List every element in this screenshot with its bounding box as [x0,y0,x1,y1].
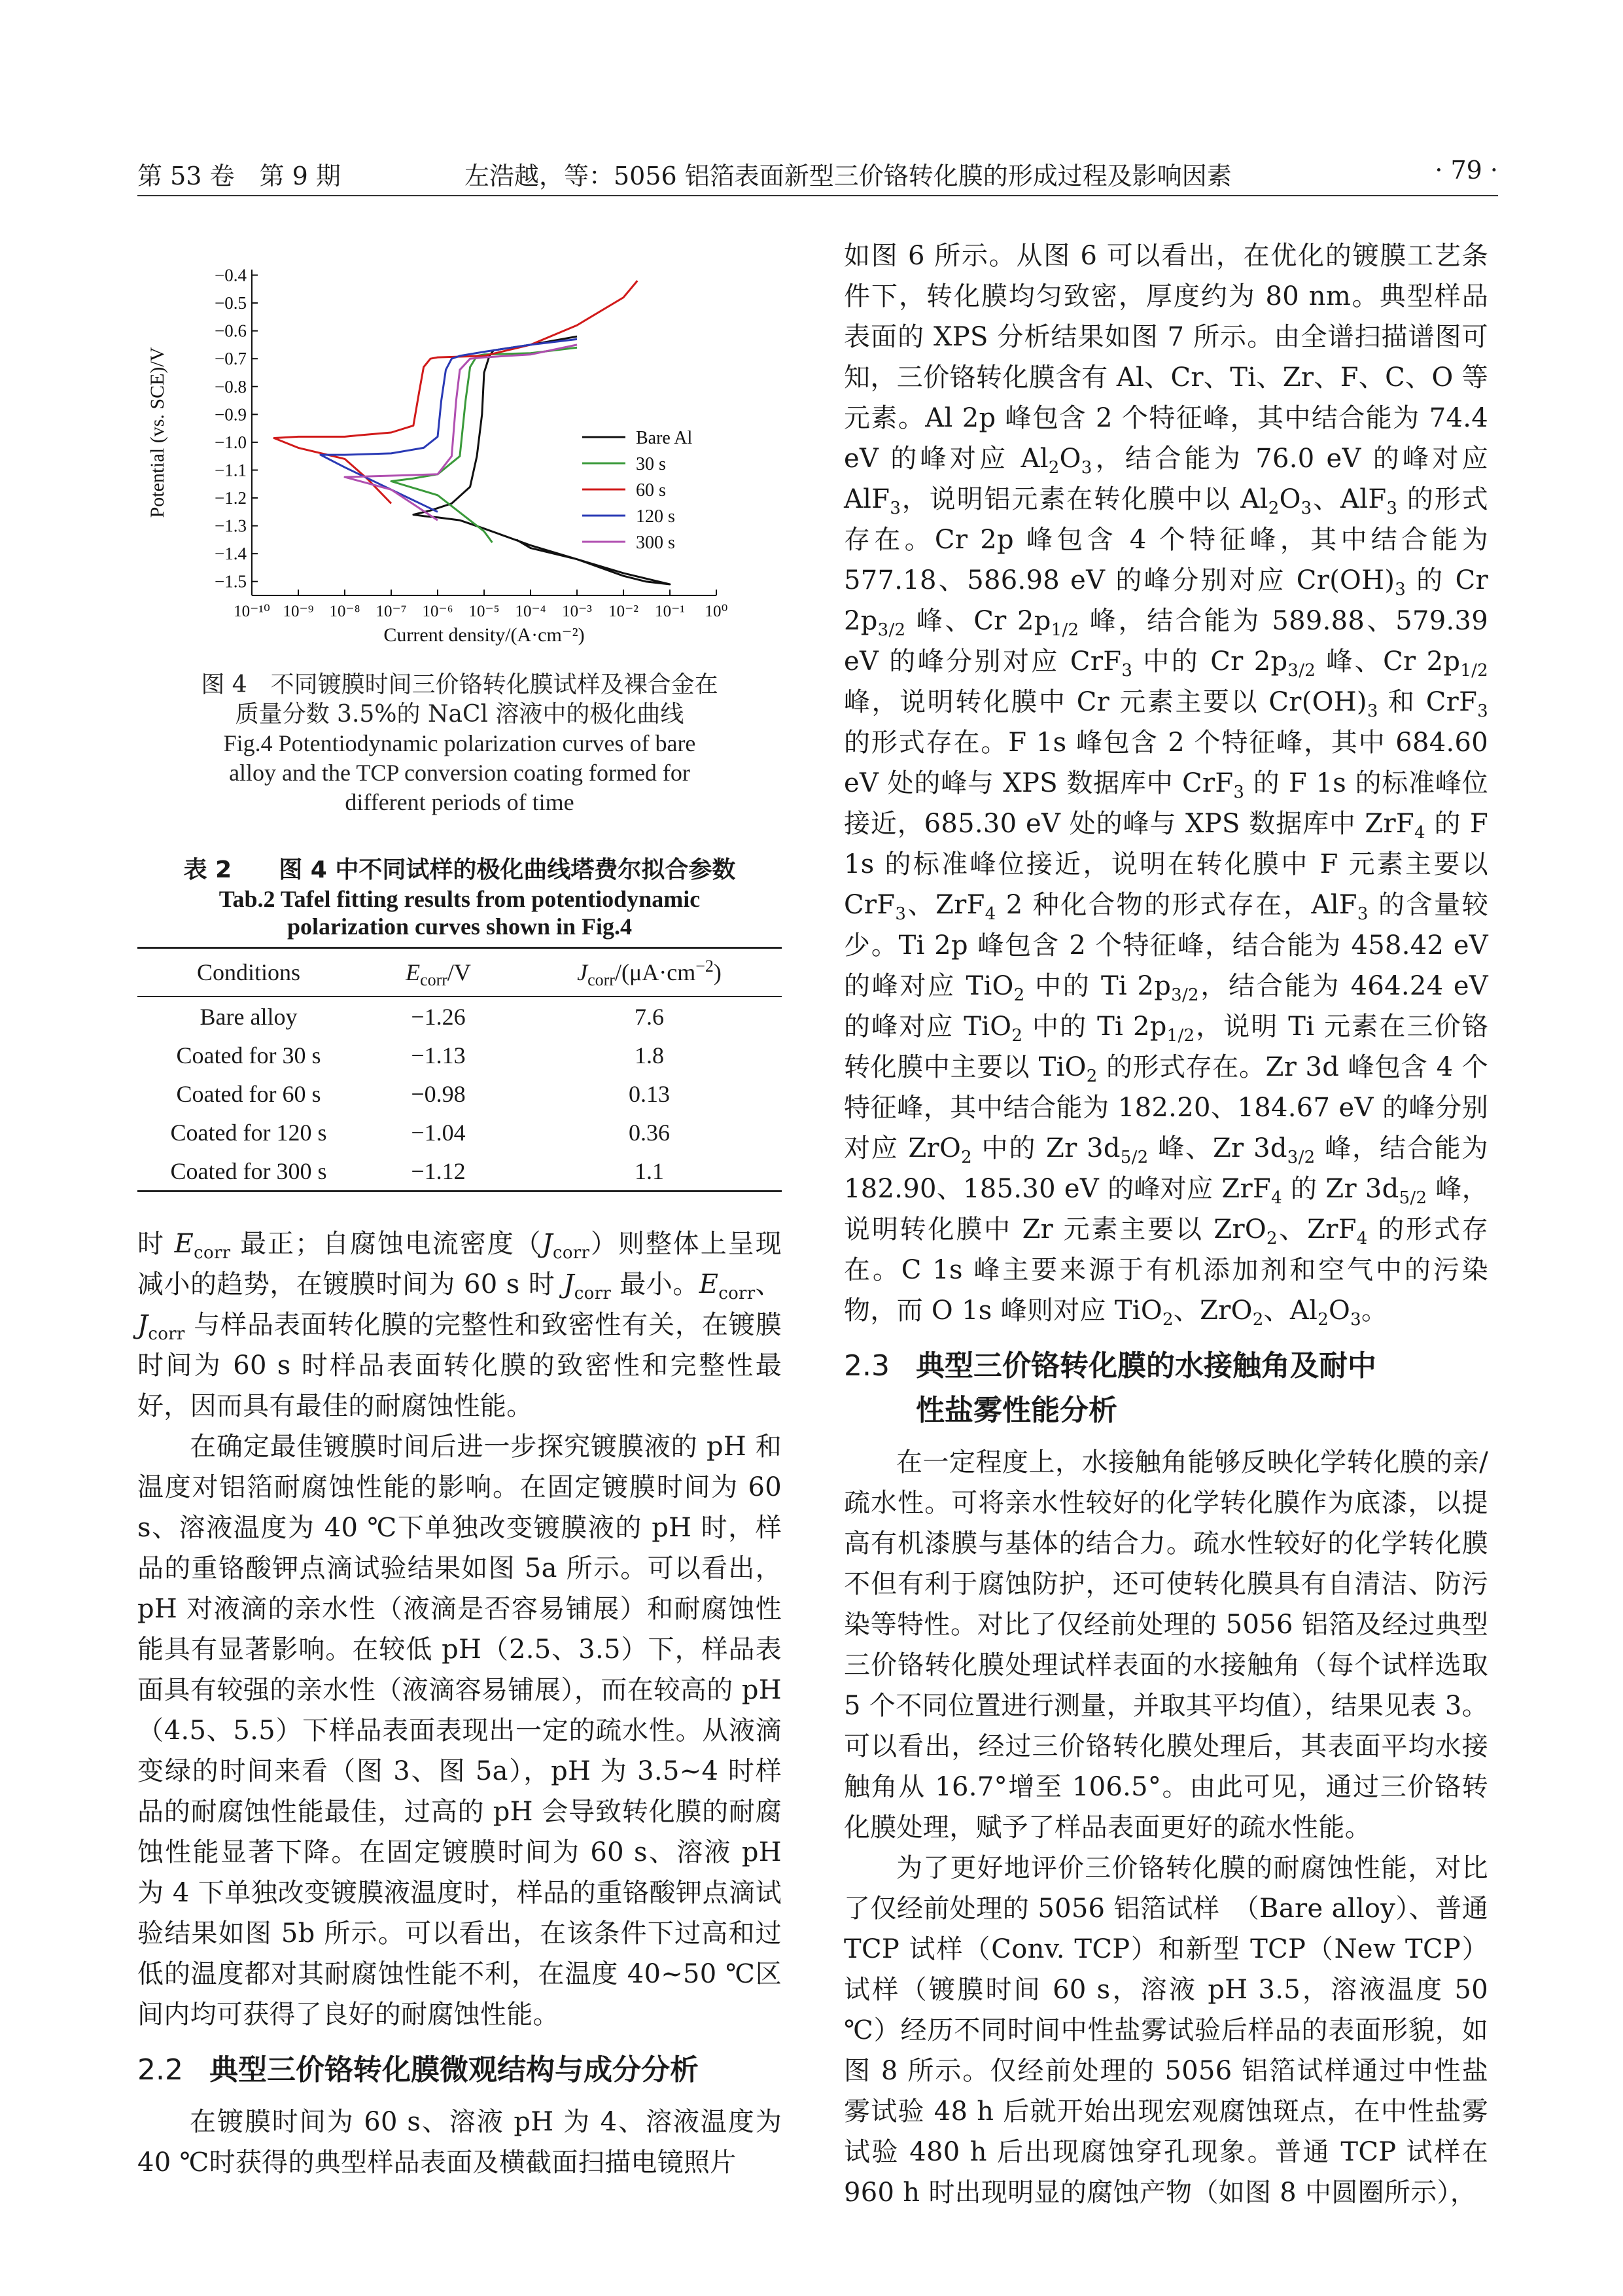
sub: 3 [895,904,907,924]
section-2-3-heading [844,1344,1488,1433]
j-symbol: J [137,1310,148,1340]
section-title-line-1: 典型三价铬转化膜的水接触角及耐中 [916,1349,1376,1383]
cell-ecorr: −0.98 [411,1080,466,1107]
jcorr-unit: /(μA·cm [614,959,696,985]
running-title: 左浩越，等：5056 铝箔表面新型三价铬转化膜的形成过程及影响因素 [464,162,1232,190]
text: 的形式存在。Zr 3d 峰包含 4 个特征峰，其中结合能为 182.20、184.67 eV 的峰分别对应 ZrO [844,1052,1488,1163]
figure-4 [137,222,782,674]
cell-ecorr: −1.26 [411,1003,466,1030]
sub: 2 [1318,1310,1329,1330]
running-header [137,156,1498,195]
sub: 3 [1395,580,1406,599]
fig4-caption-cn-2: 质量分数 3.5%的 NaCl 溶液中的极化曲线 [235,701,684,728]
tab2-caption-en-2: polarization curves shown in Fig.4 [287,913,633,940]
y-tick-label: −0.5 [215,293,247,313]
text: O [1059,444,1081,474]
col-conditions: Conditions [137,948,360,997]
text: O [1329,1296,1351,1326]
sub: 3 [1386,499,1398,518]
text: 时 [137,1229,175,1259]
sub: 2 [1086,1067,1098,1086]
cell-condition: Coated for 300 s [137,1152,360,1192]
sub: 2 [1048,458,1060,478]
cell-jcorr: 1.1 [517,1152,782,1192]
sub: 2 [961,1148,972,1167]
y-tick-label: −1.0 [215,432,247,452]
sub: 2 [1266,1229,1278,1248]
sub: 3/2 [877,620,906,640]
ecorr-symbol: E [406,959,421,985]
text: ，说明 Ti 元素在三价铬转化膜中主要以 TiO [844,1012,1488,1082]
sub: 3 [1350,1310,1361,1330]
cell-jcorr: 0.13 [629,1080,670,1107]
text: 峰，说明转化膜中 Zr 元素主要以 ZrO [844,1174,1488,1245]
volume-issue: 第 53 卷 第 9 期 [137,162,341,190]
sub: corr [552,1243,590,1263]
y-tick-label: −0.9 [215,404,247,425]
figure-4-caption [137,670,782,817]
table-row [137,1074,782,1113]
section-2-2-heading [137,2048,782,2093]
table-row [137,997,782,1036]
x-tick-label: 10⁻³ [562,603,592,620]
x-tick-label: 10⁻⁶ [422,603,453,620]
text: 峰，结合能为 182.90、185.30 eV 的峰对应 ZrF [844,1133,1488,1204]
cell-ecorr: −1.04 [411,1119,466,1146]
sub: 5/2 [1120,1148,1149,1167]
y-tick-label: −1.1 [215,460,247,480]
sub: 3/2 [1287,661,1316,680]
x-tick-label: 10⁻² [608,603,638,620]
fig4-caption-cn-1: 图 4 不同镀膜时间三价铬转化膜试样及裸合金在 [201,671,718,698]
right-column [844,236,1488,2213]
table-row [137,1152,782,1192]
page-number: · 79 · [1435,156,1498,185]
legend-label: 300 s [636,533,675,553]
text: 、AlF [1312,484,1387,514]
sub: 3 [1300,499,1312,518]
sub: 3 [1121,661,1133,680]
y-tick-label: −0.8 [215,376,247,397]
text: 峰、Zr 3d [1148,1133,1287,1163]
text: 最小。 [611,1269,699,1299]
sub: 1/2 [1166,1026,1195,1046]
section-title-line-2: 性盐雾性能分析 [916,1394,1117,1427]
ecorr-sub: corr [420,970,447,990]
sub: corr [194,1243,231,1263]
x-tick-label: 10⁻⁹ [283,603,314,620]
text: 、 [755,1269,782,1299]
section-title: 典型三价铬转化膜微观结构与成分分析 [209,2053,699,2087]
paragraph-salt-spray: 为了更好地评价三价铬转化膜的耐腐蚀性能，对比了仅经前处理的 5056 铝箔试样 （Bare alloy）、普通 TCP 试样（Conv. TCP）和新型 TCP（New TCP）试样（镀膜时间 60 s，溶液 pH 3.5，溶液温度 50 ℃）经历不同时间中性盐雾试验后样品的表面形貌，如图 8 所示。仅经前处理的 5056 铝箔试样通过中性盐雾试验 48 h 后就开始出现宏观腐蚀斑点，在中性盐雾试验 480 h 后出现腐蚀穿孔现象。普通 TCP 试样在 960 h 时出现明显的腐蚀产物（如图 8 中圆圈所示）， [844,1853,1488,2208]
text: O [1279,484,1301,514]
table-header-row [137,948,782,997]
sub: 3 [1081,458,1092,478]
text: 中的 Cr 2p [1132,646,1288,677]
legend-label: 30 s [636,454,666,474]
table-row [137,1113,782,1152]
x-tick-label: 10⁻⁸ [329,603,360,620]
x-axis-label: Current density/(A·cm⁻²) [383,624,585,646]
cell-ecorr: −1.12 [360,1152,517,1192]
text: 、ZrF [1277,1214,1357,1245]
sub: 4 [1356,1229,1368,1248]
x-tick-label: 10⁻¹ [655,603,685,620]
jcorr-close: ) [713,959,722,985]
paragraph-sem: 在镀膜时间为 60 s、溶液 pH 为 4、溶液温度为 40 ℃时获得的典型样品表面及横截面扫描电镜照片 [137,2107,782,2178]
text: 、ZrF [906,890,985,920]
text: 的 Zr 3d [1282,1174,1399,1204]
sub: corr [718,1284,756,1303]
x-tick-label: 10⁻¹⁰ [234,603,270,620]
sub: 4 [985,904,996,924]
legend-label: 60 s [636,480,666,501]
sub: 2 [1252,1310,1264,1330]
ecorr-unit: /V [447,959,471,985]
text: 的形式存在。Cr 2p 峰包含 4 个特征峰，其中结合能为 577.18、586.98 eV 的峰分别对应 Cr(OH) [844,484,1488,595]
sub: 5/2 [1399,1188,1427,1208]
text: 2 种化合物的形式存在，AlF [996,890,1357,920]
text: 峰、Cr 2p [1316,646,1461,677]
fig4-caption-en-3: different periods of time [345,789,574,815]
series-line-120-s [321,339,577,512]
text: 峰，说明转化膜中 Cr 元素主要以 Cr(OH) [844,687,1367,717]
table-2 [137,947,782,1192]
j-symbol: J [563,1269,574,1299]
x-tick-label: 10⁰ [705,603,728,620]
text: 与样品表面转化膜的完整性和致密性有关，在镀膜时间为 60 s 时样品表面转化膜的致密性和完整性最好，因而具有最佳的耐腐蚀性能。 [137,1310,782,1421]
sub: corr [574,1284,612,1303]
y-axis-label: Potential (vs. SCE)/V [147,347,168,518]
j-symbol: J [542,1229,553,1259]
y-tick-label: −0.6 [215,321,247,341]
e-symbol: E [174,1229,194,1259]
sub: 3 [890,499,901,518]
text: 的 F 1s 的标准峰位接近，说明在转化膜中 F 元素主要以 CrF [844,809,1488,920]
text: 峰，结合能为 589.88、579.39 eV 的峰分别对应 CrF [844,606,1488,677]
section-number: 2.3 [844,1349,890,1383]
text: 的含量较少。Ti 2p 峰包含 2 个特征峰，结合能为 458.42 eV 的峰对应 TiO [844,890,1488,1001]
cell-condition: Coated for 30 s [176,1042,321,1069]
sub: corr [148,1324,185,1344]
series-line-60-s [274,281,638,504]
sub: 1/2 [1460,661,1488,680]
text: 最正；自腐蚀电流密度（ [230,1229,542,1259]
text: 的形式存在。F 1s 峰包含 2 个特征峰，其中 684.60 eV 处的峰与 XPS 数据库中 CrF [844,728,1488,798]
jcorr-sub: corr [587,970,615,990]
text: ，结合能为 76.0 eV 的峰对应 AlF [844,444,1488,514]
tab2-caption-cn: 表 2 图 4 中不同试样的极化曲线塔费尔拟合参数 [183,857,736,883]
legend-label: 120 s [636,506,675,527]
cell-condition: Bare alloy [200,1003,298,1030]
col-ecorr [360,948,517,997]
text: 中的 Ti 2p [1024,971,1172,1001]
cell-condition: Coated for 60 s [176,1080,321,1107]
sub: 3/2 [1171,985,1199,1005]
legend-label: Bare Al [636,428,693,448]
y-tick-label: −0.7 [215,349,247,369]
jcorr-symbol: J [577,959,588,985]
sub: 3 [1357,904,1369,924]
sub: 2 [1268,499,1280,518]
cell-jcorr: 0.36 [629,1119,670,1146]
text: 。 [1361,1296,1388,1326]
cell-jcorr: 7.6 [635,1003,664,1030]
series-line-Bare-Al [413,336,670,584]
section-number: 2.2 [137,2053,183,2087]
sub: 2 [1013,985,1025,1005]
y-tick-label: −1.5 [215,571,247,592]
sub: 1/2 [1051,620,1079,640]
x-tick-label: 10⁻⁷ [375,603,407,620]
col-jcorr [517,948,782,997]
paragraph-ph-temperature: 在确定最佳镀膜时间后进一步探究镀膜液的 pH 和温度对铝箔耐腐蚀性能的影响。在固定镀膜时间为 60 s、溶液温度为 40 ℃下单独改变镀膜液的 pH 时，样品的重铬酸钾点滴试验结果如图 5a 所示。可以看出，pH 对液滴的亲水性（液滴是否容易铺展）和耐腐蚀性能具有显著影响。在较低 pH（2.5、3.5）下，样品表面具有较强的亲水性（液滴容易铺展），而在较高的 pH（4.5、5.5）下样品表面表现出一定的疏水性。从液滴变绿的时间来看（图 3、图 5a），pH 为 3.5~4 时样品的耐腐蚀性能最佳，过高的 pH 会导致转化膜的耐腐蚀性能显著下降。在固定镀膜时间为 60 s、溶液 pH 为 4 下单独改变镀膜液温度时，样品的重铬酸钾点滴试验结果如图 5b 所示。可以看出，在该条件下过高和过低的温度都对其耐腐蚀性能不利，在温度 40~50 ℃区间内均可获得了良好的耐腐蚀性能。 [137,1432,782,2030]
cell-jcorr: 1.8 [635,1042,664,1069]
text: 的形式存在。C 1s 峰主要来源于有机添加剂和空气中的污染物，而 O 1s 峰则对应 TiO [844,1214,1489,1326]
sub: 4 [1271,1188,1282,1208]
x-tick-label: 10⁻⁵ [468,603,500,620]
y-tick-label: −1.3 [215,516,247,536]
polarization-chart [137,222,782,674]
text: 中的 Ti 2p [1022,1012,1167,1042]
text: 如图 6 所示。从图 6 可以看出，在优化的镀膜工艺条件下，转化膜均匀致密，厚度约为 80 nm。典型样品表面的 XPS 分析结果如图 7 所示。由全谱扫描谱图可知，三价铬转化膜含有 Al、Cr、Ti、Zr、F、C、O 等元素。Al 2p 峰包含 2 个特征峰，其中结合能为 74.4 eV 的峰对应 Al [844,241,1488,474]
cell-ecorr: −1.13 [411,1042,466,1069]
table-2-caption [137,855,782,940]
paragraph-xps [844,236,1488,1331]
sub: 2 [1162,1310,1174,1330]
table-row [137,1036,782,1074]
paragraph-contact-angle: 在一定程度上，水接触角能够反映化学转化膜的亲/疏水性。可将亲水性较好的化学转化膜作为底漆，以提高有机漆膜与基体的结合力。疏水性较好的化学转化膜不但有利于腐蚀防护，还可使转化膜具有自清洁、防污染等特性。对比了仅经前处理的 5056 铝箔及经过典型三价铬转化膜处理试样表面的水接触角（每个试样选取 5 个不同位置进行测量，并取其平均值），结果见表 3。可以看出，经过三价铬转化膜处理后，其表面平均水接触角从 16.7°增至 106.5°。由此可见，通过三价铬转化膜处理，赋予了样品表面更好的疏水性能。 [844,1447,1488,1843]
sub: 3 [1477,701,1489,721]
y-tick-label: −1.2 [215,488,247,508]
text: ，结合能为 464.24 eV 的峰对应 TiO [844,971,1488,1042]
sub: 2 [1011,1026,1023,1046]
y-tick-label: −1.4 [215,544,247,564]
fig4-caption-en-2: alloy and the TCP conversion coating formed for [229,760,690,786]
fig4-caption-en-1: Fig.4 Potentiodynamic polarization curves of bare [223,730,696,756]
sub: 3/2 [1287,1148,1316,1167]
paragraph-ecorr-jcorr [137,1224,782,1426]
text: 中的 Zr 3d [971,1133,1121,1163]
jcorr-exp: −2 [695,957,714,976]
text: 和 CrF [1378,687,1478,717]
left-column [137,196,782,2183]
text: ，说明铝元素在转化膜中以 Al [901,484,1268,514]
text: 的 Cr 2p [844,565,1489,636]
sub: 3 [1233,783,1245,802]
text: ）则整体上呈现减小的趋势，在镀膜时间为 60 s 时 [137,1229,782,1299]
text: 、Al [1263,1296,1318,1326]
e-symbol: E [699,1269,719,1299]
sub: 3 [1367,701,1378,721]
text: 峰、Cr 2p [905,606,1051,636]
text: 的 F 1s 的标准峰位接近，685.30 eV 处的峰与 XPS 数据库中 ZrF [844,768,1488,839]
sub: 4 [1414,823,1425,843]
y-tick-label: −0.4 [215,265,247,285]
tab2-caption-en-1: Tab.2 Tafel fitting results from potentiodynamic [218,886,701,912]
x-tick-label: 10⁻⁴ [515,603,546,620]
cell-condition: Coated for 120 s [170,1119,327,1146]
text: 、ZrO [1173,1296,1253,1326]
